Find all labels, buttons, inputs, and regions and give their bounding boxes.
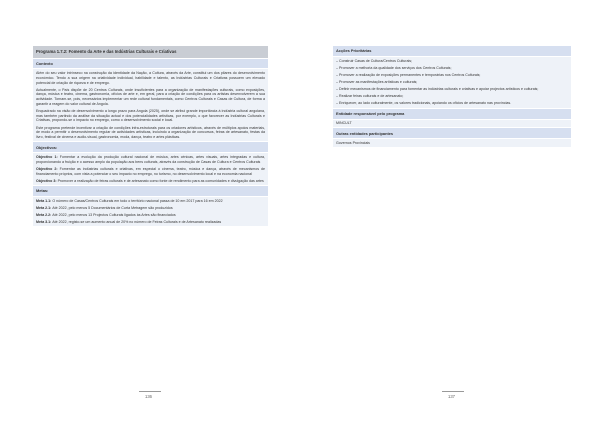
acao-item: – Definir mecanismos de financiamento para fomentar as indústrias culturais e criativas e apoiar projectos artísticos e culturais; bbox=[336, 87, 539, 92]
contexto-paragraph: Além do seu valor intrínseco na construção da identidade da Nação, a Cultura, através da Arte, constitui um dos pilares do desenvolvimento económico. Tendo a sua origem na criatividade individual, habilidade e talento, as Indústrias Culturais e Criativas possuem um elevado potencial de criação de riqueza e de emprego. bbox=[36, 71, 265, 85]
acao-item: – Construir Casas de Cultura/Centros Culturais; bbox=[336, 58, 413, 63]
meta-text: Até 2022, pelo menos 13 Projectos Culturais ligados às Artes são financiados bbox=[51, 212, 176, 217]
objectivo-item bbox=[36, 155, 265, 164]
actions-table bbox=[333, 46, 571, 147]
meta-label: Meta 2.2: bbox=[36, 212, 52, 217]
page-number: 136 bbox=[145, 394, 152, 399]
objectivo-label: Objectivo 1: bbox=[36, 154, 58, 159]
meta-label: Meta 2.1: bbox=[36, 205, 52, 210]
contexto-heading: Contexto bbox=[33, 58, 268, 69]
metas-body bbox=[33, 196, 268, 226]
objectivo-text: Promover a realização de feiras culturais e de artesanato como fonte de rendimento para as comunidades e divulgação das artes bbox=[56, 178, 264, 183]
metas-heading: Metas: bbox=[33, 185, 268, 196]
meta-item bbox=[36, 199, 265, 204]
meta-label: Meta 3.1: bbox=[36, 219, 52, 224]
meta-item bbox=[36, 213, 265, 218]
objectivo-label: Objectivo 3: bbox=[36, 178, 57, 183]
acao-item: – Promover a melhoria da qualidade dos serviços dos Centros Culturais; bbox=[336, 65, 452, 70]
objectivo-item bbox=[36, 179, 265, 184]
meta-label: Meta 1.1: bbox=[36, 198, 52, 203]
contexto-body bbox=[33, 68, 268, 141]
contexto-paragraph: Este programa pretende incentivar a criação de condições infra-estruturais para os criadores artísticos, através de múltiplos apoios materiais, de modo a permitir o desenvolvimento regular de actividades artísticas, incluindo a organização de concursos, feiras de artesanato, festas da livro, festival de cinema e audio-visual, gastronomia, moda, dança, teatro e artes plásticas. bbox=[36, 125, 265, 140]
entidade-value: MINCULT bbox=[333, 119, 571, 128]
meta-text: O número de Casas/Centros Culturais em todo o território nacional passa de 10 em 2017 para 16 em 2022 bbox=[51, 198, 223, 203]
meta-item bbox=[36, 220, 265, 225]
objectivo-text: Fomentar a evolução da produção cultural nacional de música, artes cénicas, artes visuais, artes integradas e cultura, proporcionando a fruição e o acesso amplo da população aos bens culturais, através da construção de Casas de Cultura e Centros Culturais bbox=[36, 154, 265, 164]
program-table bbox=[33, 46, 268, 226]
acao-item: – Promover a realização de exposições permanentes e temporárias nos Centros Culturais; bbox=[336, 72, 481, 77]
acoes-heading: Acções Prioritárias bbox=[333, 46, 571, 56]
acao-item: – Enriquecer, ao lado culturalmente, os valores tradicionais, apoiando os ofícios de artesanato nas províncias. bbox=[336, 101, 512, 106]
meta-text: Até 2022, registo-se um aumento anual de 20% no número de Feiras Culturais e de Artesanato realizadas bbox=[51, 219, 222, 224]
objectivo-item bbox=[36, 167, 265, 176]
page-number: 137 bbox=[448, 394, 455, 399]
meta-text: Até 2022, pelo menos 5 Documentários de Curta Metragem são produzidos bbox=[51, 205, 173, 210]
entidade-heading: Entidade responsável pelo programa bbox=[333, 108, 571, 119]
outras-heading: Outras entidades participantes bbox=[333, 127, 571, 138]
contexto-paragraph: Enquadrado na visão de desenvolvimento a longo prazo para Angola (2025), onde se atribui grande importância à indústria cultural angolana, mas também partindo da análise da situação actual e dos potencialidades artísticas, por exemplo, o que favorecer as Indústrias Culturais e Criativas, propondo-se o impacto no emprego, como o desenvolvimento social e local. bbox=[36, 109, 265, 123]
objectivos-body bbox=[33, 152, 268, 185]
program-title: Programa 1.7.2: Fomento da Arte e das Indústrias Culturais e Criativas bbox=[33, 46, 268, 58]
acao-item: – Promover as manifestações artísticas e culturais; bbox=[336, 79, 418, 84]
acoes-body bbox=[333, 56, 571, 108]
objectivo-text: Fomentar as indústrias culturais e criativas, em especial o cinema, teatro, música e dança, através de mecanismos de financiamento próprios, com vista a potenciar o seu impacto no emprego, no turismo, no desenvolvimento local e na economia nacional bbox=[36, 166, 266, 176]
acao-item: – Realizar feiras culturais e de artesanato; bbox=[336, 94, 404, 99]
contexto-paragraph: Actualmente, o País dispõe de 20 Centros Culturais, onde insuficientes para a organização de manifestações culturais, como exposições, dança, música e teatro, cinema, gastronomia, ofícios de arte e, em geral, para a criação de condições para os artistas desenvolverem a sua actividade. Tornam-se, pois, necessários implementar um rede cultural fundamentais, como Centros Culturais e Casas de Cultura, de forma a garantir a reagem do valor cultural de Angola. bbox=[36, 87, 265, 106]
right-page bbox=[300, 0, 600, 424]
meta-item bbox=[36, 206, 265, 211]
outras-value: Governos Provinciais bbox=[333, 138, 571, 147]
objectivos-heading: Objectivos: bbox=[33, 141, 268, 152]
objectivo-label: Objectivo 2: bbox=[36, 166, 58, 171]
